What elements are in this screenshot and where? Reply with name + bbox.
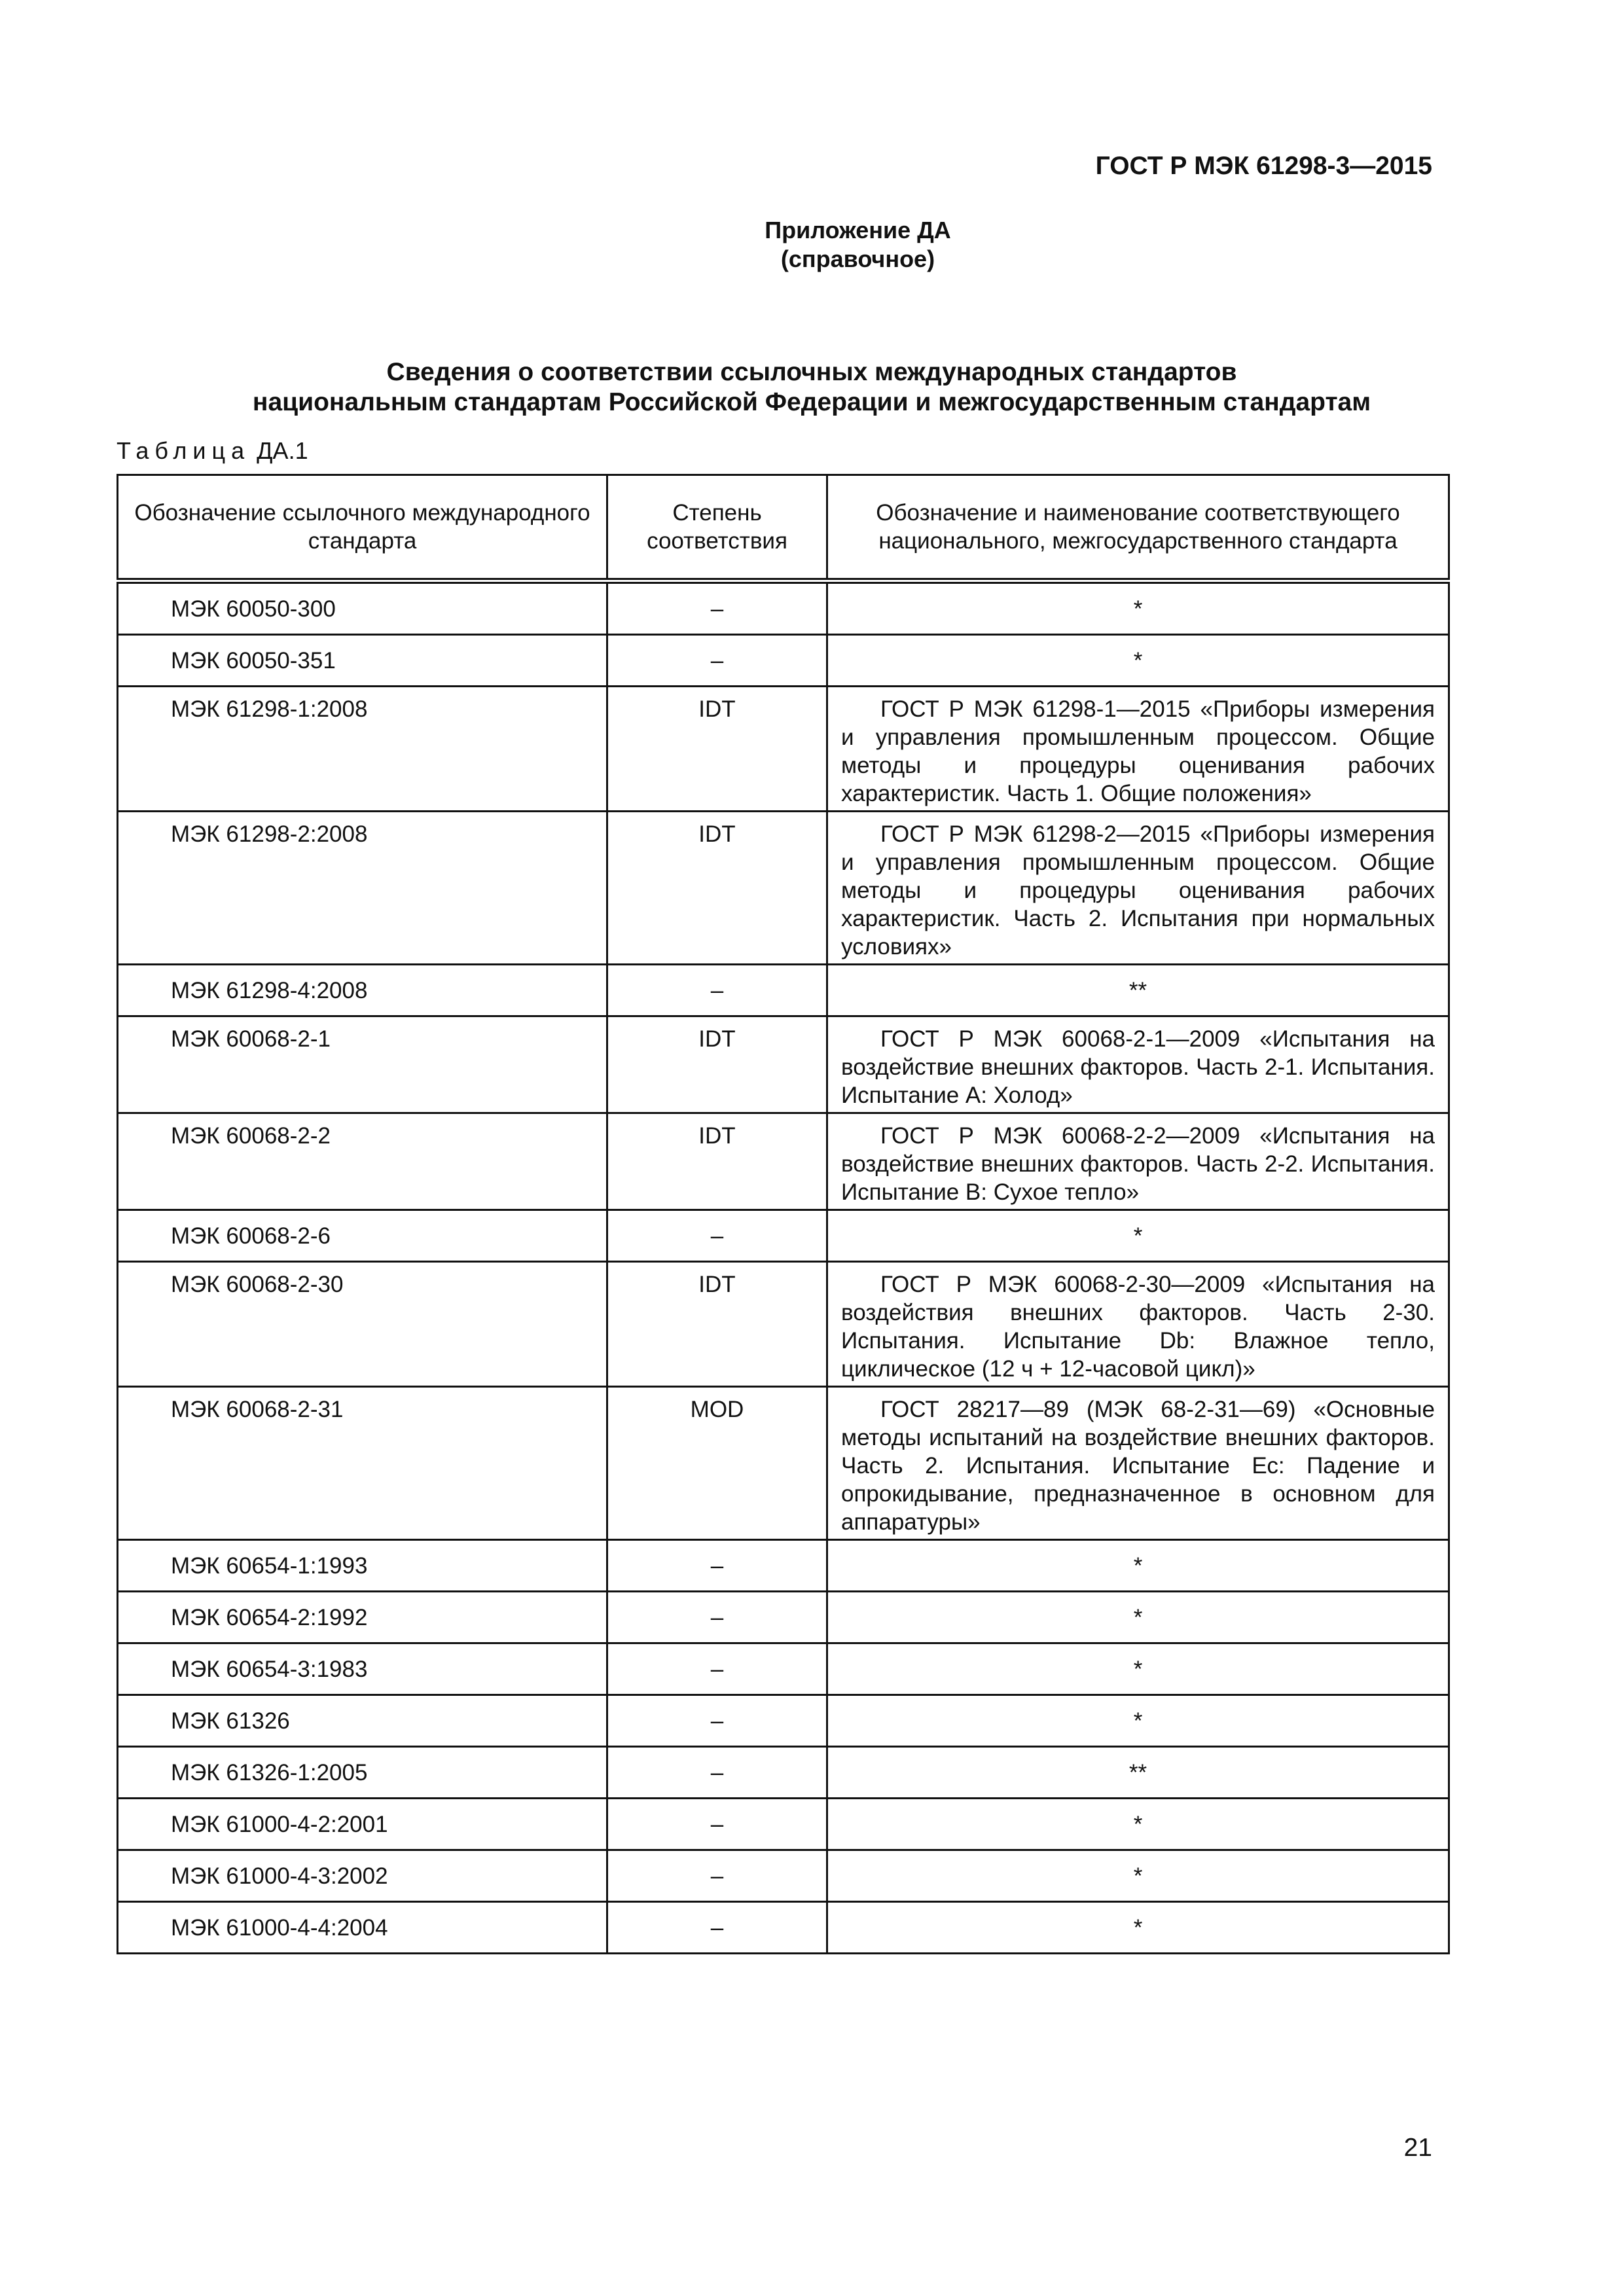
cell-degree: – bbox=[607, 1540, 827, 1592]
cell-standard: МЭК 61298-1:2008 bbox=[118, 687, 607, 812]
cell-degree: IDT bbox=[607, 812, 827, 965]
cell-standard: МЭК 60050-300 bbox=[118, 581, 607, 635]
cell-degree: – bbox=[607, 965, 827, 1016]
table-caption-id: ДА.1 bbox=[257, 437, 308, 464]
cell-degree: IDT bbox=[607, 1262, 827, 1387]
table-row bbox=[118, 812, 1449, 965]
table-row bbox=[118, 635, 1449, 687]
cell-national: * bbox=[827, 1540, 1449, 1592]
header-international-standard: Обозначение ссылочного международного стандарта bbox=[118, 475, 607, 581]
cell-standard: МЭК 60654-3:1983 bbox=[118, 1643, 607, 1695]
header-degree: Степень соответствия bbox=[607, 475, 827, 581]
annex-title: Приложение ДА bbox=[765, 217, 951, 243]
correspondence-table bbox=[117, 474, 1450, 1954]
cell-standard: МЭК 61298-2:2008 bbox=[118, 812, 607, 965]
cell-standard: МЭК 61000-4-4:2004 bbox=[118, 1902, 607, 1954]
cell-standard: МЭК 60068-2-1 bbox=[118, 1016, 607, 1113]
table-row bbox=[118, 1016, 1449, 1113]
cell-degree: IDT bbox=[607, 1113, 827, 1210]
table-row bbox=[118, 1799, 1449, 1850]
cell-national: ГОСТ Р МЭК 60068-2-2—2009 «Испытания на воздействие внешних факторов. Часть 2-2. Испытания. Испытание В: Сухое тепло» bbox=[827, 1113, 1449, 1210]
cell-national: * bbox=[827, 1210, 1449, 1262]
cell-degree: MOD bbox=[607, 1387, 827, 1540]
cell-national: * bbox=[827, 635, 1449, 687]
cell-national: * bbox=[827, 1799, 1449, 1850]
cell-degree: – bbox=[607, 1799, 827, 1850]
cell-degree: IDT bbox=[607, 687, 827, 812]
cell-national: * bbox=[827, 1902, 1449, 1954]
cell-national: ** bbox=[827, 965, 1449, 1016]
table-header-row bbox=[118, 475, 1449, 581]
cell-standard: МЭК 61326-1:2005 bbox=[118, 1747, 607, 1799]
document-code: ГОСТ Р МЭК 61298-3—2015 bbox=[1095, 152, 1432, 180]
table-row bbox=[118, 1850, 1449, 1902]
cell-standard: МЭК 60654-2:1992 bbox=[118, 1592, 607, 1643]
cell-standard: МЭК 61000-4-3:2002 bbox=[118, 1850, 607, 1902]
table-row bbox=[118, 581, 1449, 635]
table-caption-prefix: Таблица bbox=[117, 437, 251, 464]
cell-degree: – bbox=[607, 1210, 827, 1262]
table-row bbox=[118, 1113, 1449, 1210]
cell-degree: – bbox=[607, 1643, 827, 1695]
table-row bbox=[118, 1210, 1449, 1262]
cell-degree: – bbox=[607, 1902, 827, 1954]
cell-degree: – bbox=[607, 581, 827, 635]
header-national-standard: Обозначение и наименование соответствующего национального, межгосударственного стандарта bbox=[827, 475, 1449, 581]
table-row bbox=[118, 1902, 1449, 1954]
cell-national: ГОСТ Р МЭК 60068-2-30—2009 «Испытания на воздействия внешних факторов. Часть 2-30. Испытания. Испытание Db: Влажное тепло, циклическое (12 ч + 12-часовой цикл)» bbox=[827, 1262, 1449, 1387]
cell-national: * bbox=[827, 581, 1449, 635]
cell-national: ГОСТ Р МЭК 61298-2—2015 «Приборы измерения и управления промышленным процессом. Общие методы и процедуры оценивания рабочих характеристик. Часть 2. Испытания при нормальных условиях» bbox=[827, 812, 1449, 965]
cell-degree: – bbox=[607, 1695, 827, 1747]
cell-standard: МЭК 60050-351 bbox=[118, 635, 607, 687]
cell-standard: МЭК 61326 bbox=[118, 1695, 607, 1747]
table-row bbox=[118, 965, 1449, 1016]
cell-national: * bbox=[827, 1592, 1449, 1643]
cell-national: ** bbox=[827, 1747, 1449, 1799]
cell-standard: МЭК 60068-2-31 bbox=[118, 1387, 607, 1540]
table-row bbox=[118, 1387, 1449, 1540]
table-row bbox=[118, 1747, 1449, 1799]
table-caption bbox=[117, 437, 308, 465]
cell-national: * bbox=[827, 1643, 1449, 1695]
cell-degree: IDT bbox=[607, 1016, 827, 1113]
cell-national: ГОСТ Р МЭК 60068-2-1—2009 «Испытания на воздействие внешних факторов. Часть 2-1. Испытания. Испытание А: Холод» bbox=[827, 1016, 1449, 1113]
section-title bbox=[92, 357, 1532, 418]
table-row bbox=[118, 1695, 1449, 1747]
cell-degree: – bbox=[607, 1747, 827, 1799]
cell-national: ГОСТ Р МЭК 61298-1—2015 «Приборы измерения и управления промышленным процессом. Общие методы и процедуры оценивания рабочих характеристик. Часть 1. Общие положения» bbox=[827, 687, 1449, 812]
table-row bbox=[118, 1262, 1449, 1387]
cell-degree: – bbox=[607, 1850, 827, 1902]
cell-standard: МЭК 60654-1:1993 bbox=[118, 1540, 607, 1592]
cell-standard: МЭК 60068-2-6 bbox=[118, 1210, 607, 1262]
cell-national: * bbox=[827, 1850, 1449, 1902]
section-title-line2: национальным стандартам Российской Федерации и межгосударственным стандартам bbox=[252, 388, 1371, 416]
table-row bbox=[118, 1540, 1449, 1592]
table-row bbox=[118, 687, 1449, 812]
table-row bbox=[118, 1592, 1449, 1643]
cell-standard: МЭК 61000-4-2:2001 bbox=[118, 1799, 607, 1850]
annex-subtitle: (справочное) bbox=[780, 245, 935, 272]
cell-national: * bbox=[827, 1695, 1449, 1747]
annex-heading bbox=[0, 216, 1624, 274]
cell-standard: МЭК 61298-4:2008 bbox=[118, 965, 607, 1016]
table-row bbox=[118, 1643, 1449, 1695]
cell-standard: МЭК 60068-2-2 bbox=[118, 1113, 607, 1210]
cell-standard: МЭК 60068-2-30 bbox=[118, 1262, 607, 1387]
cell-national: ГОСТ 28217—89 (МЭК 68-2-31—69) «Основные методы испытаний на воздействие внешних факторов. Часть 2. Испытания. Испытание Ес: Падение и опрокидывание, предназначенное в основном для аппаратуры» bbox=[827, 1387, 1449, 1540]
page-number: 21 bbox=[1403, 2134, 1432, 2162]
cell-degree: – bbox=[607, 1592, 827, 1643]
cell-degree: – bbox=[607, 635, 827, 687]
section-title-line1: Сведения о соответствии ссылочных международных стандартов bbox=[386, 358, 1237, 386]
